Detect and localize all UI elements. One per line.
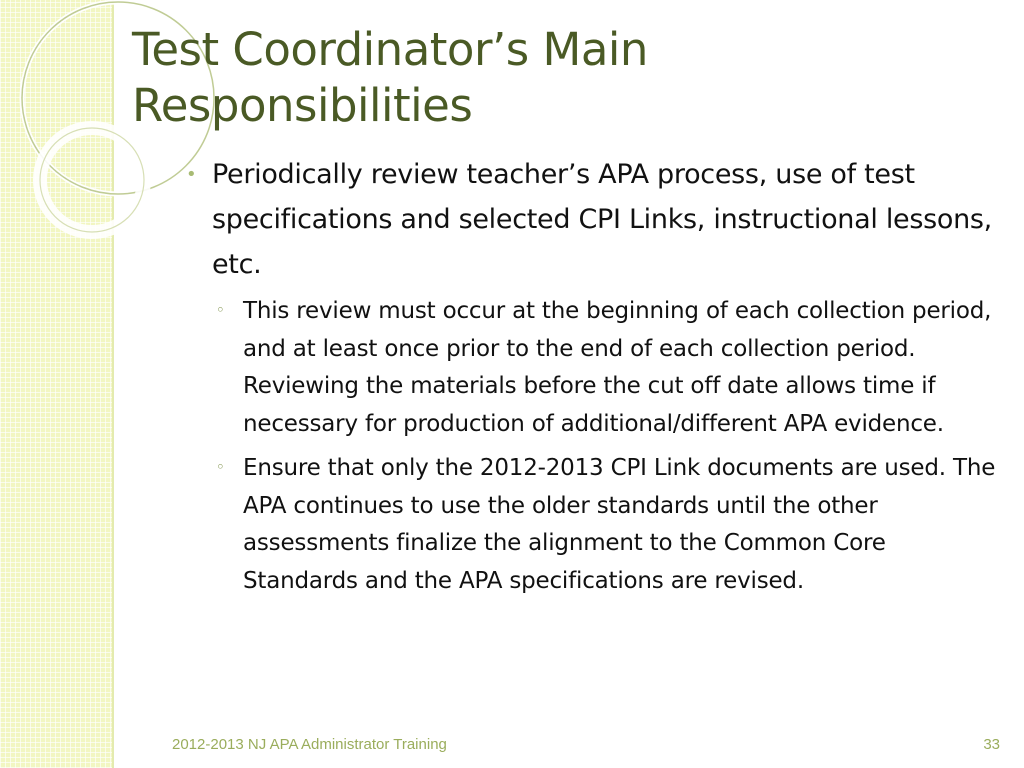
slide-title-line-2: Responsibilities	[132, 79, 473, 132]
main-bullet-text: Periodically review teacher’s APA process, use of test specifications and selected CPI Links, instructional lessons, etc.	[212, 159, 992, 280]
slide-body	[186, 152, 996, 607]
slide-title-line-1: Test Coordinator’s Main	[132, 23, 648, 76]
main-bullet	[186, 152, 996, 287]
slide-footer: 2012-2013 NJ APA Administrator Training	[172, 736, 447, 753]
sub-bullet	[216, 450, 996, 600]
bullet-circle-icon: ◦	[216, 301, 225, 319]
sub-bullet	[216, 293, 996, 443]
page-number: 33	[983, 736, 1000, 753]
bullet-circle-icon: ◦	[216, 458, 225, 476]
sub-bullet-text: Ensure that only the 2012-2013 CPI Link documents are used. The APA continues to use the older standards until the other assessments finalize the alignment to the Common Core Standards and the APA specifications are revised.	[243, 455, 996, 594]
bullet-dot-icon: •	[186, 164, 197, 185]
slide-title	[132, 22, 992, 134]
sub-bullet-list	[186, 293, 996, 600]
sub-bullet-text: This review must occur at the beginning of each collection period, and at least once prior to the end of each collection period. Reviewing the materials before the cut off date allows time if necessary for production of additional/different APA evidence.	[243, 298, 992, 437]
